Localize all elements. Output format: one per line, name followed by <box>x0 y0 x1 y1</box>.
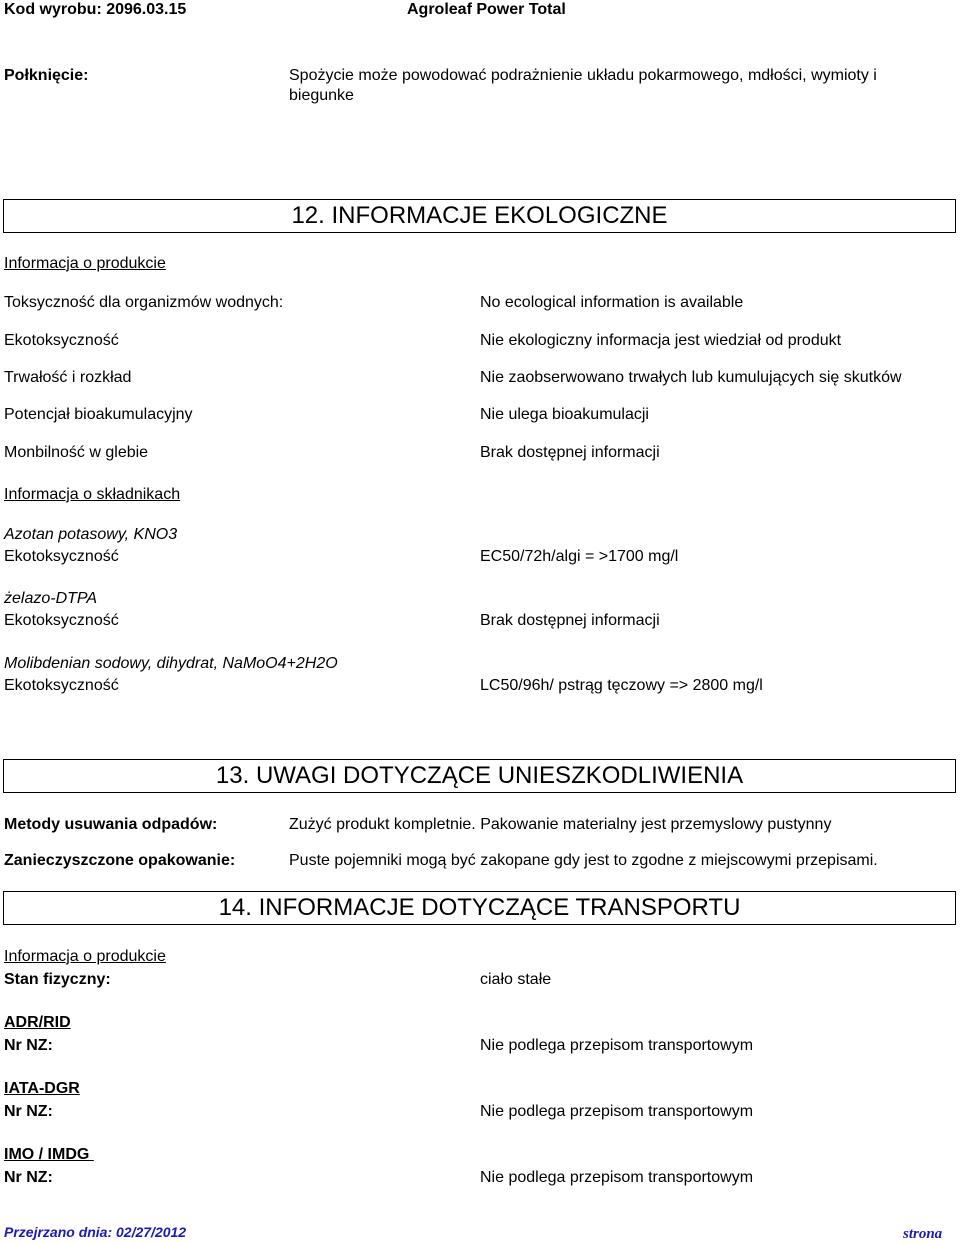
disposal-methods-value: Zużyć produkt kompletnie. Pakowanie materialny jest przemyslowy pustynny <box>289 816 832 833</box>
page-label: strona <box>903 1226 943 1242</box>
un-number-label: Nr NZ: <box>4 1037 53 1054</box>
disposal-methods-label: Metody usuwania odpadów: <box>4 816 218 833</box>
physical-state-label: Stan fizyczny: <box>4 971 111 988</box>
soil-mobility-label: Monbilność w glebie <box>4 444 149 461</box>
aquatic-toxicity-value: No ecological information is available <box>480 294 744 311</box>
section-14-banner <box>3 891 956 925</box>
transport-product-info-heading: Informacja o produkcie <box>4 948 166 965</box>
persistence-value: Nie zaobserwowano trwałych lub kumulujących się skutków <box>480 369 902 386</box>
components-heading: Informacja o składnikach <box>4 486 181 503</box>
physical-state-value: ciało stałe <box>480 971 552 988</box>
un-number-value: Nie podlega przepisom transportowym <box>480 1169 754 1186</box>
un-number-value: Nie podlega przepisom transportowym <box>480 1037 754 1054</box>
component-ecotox-value: Brak dostępnej informacji <box>480 612 660 629</box>
transport-mode-iata-dgr: IATA-DGR <box>4 1080 80 1097</box>
section-13-banner <box>3 759 956 793</box>
un-number-label: Nr NZ: <box>4 1169 53 1186</box>
un-number-label: Nr NZ: <box>4 1103 53 1120</box>
ecotoxicity-value: Nie ekologiczny informacja jest wiedział od produkt <box>480 332 842 349</box>
component-ecotox-label: Ekotoksyczność <box>4 548 119 565</box>
ecotoxicity-label: Ekotoksyczność <box>4 332 119 349</box>
transport-mode-imo-imdg: IMO / IMDG <box>4 1146 94 1163</box>
component-ecotox-value: EC50/72h/algi = >1700 mg/l <box>480 548 679 565</box>
section-12-title: 12. INFORMACJE EKOLOGICZNE <box>291 202 668 229</box>
component-ecotox-value: LC50/96h/ pstrąg tęczowy => 2800 mg/l <box>480 677 763 694</box>
bioaccumulation-label: Potencjał bioakumulacyjny <box>4 406 193 423</box>
component-name: Molibdenian sodowy, dihydrat, NaMoO4+2H2O <box>4 655 338 672</box>
product-code: Kod wyrobu: 2096.03.15 <box>4 1 187 18</box>
soil-mobility-value: Brak dostępnej informacji <box>480 444 660 461</box>
persistence-label: Trwałość i rozkład <box>4 369 132 386</box>
un-number-value: Nie podlega przepisom transportowym <box>480 1103 754 1120</box>
swallowing-text-line2: biegunke <box>289 87 354 104</box>
transport-mode-adr-rid: ADR/RID <box>4 1014 71 1031</box>
contaminated-packaging-value: Puste pojemniki mogą być zakopane gdy jest to zgodne z miejscowymi przepisami. <box>289 852 878 869</box>
section-13-title: 13. UWAGI DOTYCZĄCE UNIESZKODLIWIENIA <box>215 762 744 789</box>
component-ecotox-label: Ekotoksyczność <box>4 677 119 694</box>
swallowing-text-line1: Spożycie może powodować podrażnienie układu pokarmowego, mdłości, wymioty i <box>289 67 877 84</box>
product-name: Agroleaf Power Total <box>407 1 566 18</box>
bioaccumulation-value: Nie ulega bioakumulacji <box>480 406 649 423</box>
product-info-heading: Informacja o produkcie <box>4 255 166 272</box>
component-name: Azotan potasowy, KNO3 <box>4 526 178 543</box>
section-14-title: 14. INFORMACJE DOTYCZĄCE TRANSPORTU <box>218 894 741 921</box>
aquatic-toxicity-label: Toksyczność dla organizmów wodnych: <box>4 294 284 311</box>
contaminated-packaging-label: Zanieczyszczone opakowanie: <box>4 852 236 869</box>
swallowing-label: Połknięcie: <box>4 67 89 84</box>
component-name: żelazo-DTPA <box>4 590 98 607</box>
revision-date: Przejrzano dnia: 02/27/2012 <box>4 1224 187 1240</box>
section-12-banner <box>3 199 956 233</box>
component-ecotox-label: Ekotoksyczność <box>4 612 119 629</box>
